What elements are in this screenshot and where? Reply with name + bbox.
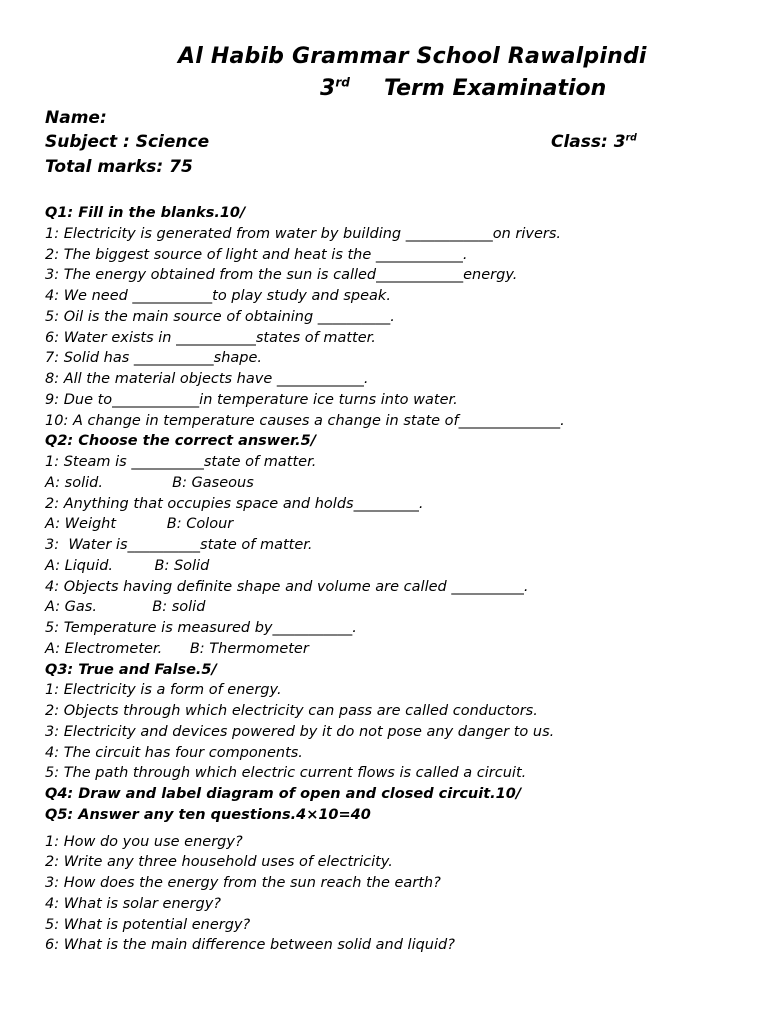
q5-item: 6: What is the main difference between solid and liquid? [45, 937, 455, 954]
q2-item: 3: Water is__________state of matter. [45, 537, 313, 553]
term-number: 3 [320, 76, 336, 101]
name-label: Name: [45, 108, 107, 128]
term-suffix: rd [335, 75, 350, 90]
q2-item: 4: Objects having definite shape and volume are called __________. [45, 578, 529, 595]
q5-item: 2: Write any three household uses of electricity. [45, 854, 393, 871]
q5-item: 3: How does the energy from the sun reach the earth? [45, 875, 441, 891]
q5-item: 4: What is solar energy? [45, 895, 222, 912]
school-title: Al Habib Grammar School Rawalpindi [178, 44, 647, 69]
term-title-text: Term Examination [383, 76, 607, 101]
q2-items [45, 452, 745, 660]
q1-item: 1: Electricity is generated from water by building ____________on rivers. [45, 225, 562, 242]
q1-item: 5: Oil is the main source of obtaining __________. [45, 308, 395, 325]
q1-item: 9: Due to____________in temperature ice turns into water. [45, 391, 458, 408]
q3-heading: Q3: True and False.5/ [45, 661, 217, 678]
q3-item: 2: Objects through which electricity can pass are called conductors. [45, 703, 538, 719]
q1-item: 2: The biggest source of light and heat is the ____________. [45, 246, 468, 263]
q2-item: 2: Anything that occupies space and holds_________. [45, 495, 424, 512]
term-title [320, 76, 606, 101]
q2-item: A: Electrometer. B: Thermometer [45, 640, 309, 657]
q1-items [45, 224, 745, 432]
exam-content [45, 203, 745, 956]
q3-item: 1: Electricity is a form of energy. [45, 682, 282, 699]
q2-item: A: solid. B: Gaseous [45, 474, 254, 491]
q4-heading: Q4: Draw and label diagram of open and closed circuit.10/ [45, 786, 522, 802]
q1-item: 8: All the material objects have ____________. [45, 371, 369, 387]
q2-item: 1: Steam is __________state of matter. [45, 454, 317, 470]
q2-heading: Q2: Choose the correct answer.5/ [45, 433, 317, 450]
subject-label: Subject : Science [45, 132, 210, 152]
q3-item: 3: Electricity and devices powered by it do not pose any danger to us. [45, 723, 555, 740]
q3-item: 5: The path through which electric current flows is called a circuit. [45, 765, 527, 782]
q2-item: 5: Temperature is measured by___________. [45, 620, 357, 636]
q3-item: 4: The circuit has four components. [45, 744, 303, 761]
class-label: Class: 3rd [551, 132, 637, 152]
q5-heading: Q5: Answer any ten questions.4×10=40 [45, 806, 371, 823]
q1-heading: Q1: Fill in the blanks.10/ [45, 205, 246, 221]
q1-item: 10: A change in temperature causes a change in state of______________. [45, 412, 565, 429]
q1-item: 3: The energy obtained from the sun is called____________energy. [45, 267, 518, 284]
q2-item: A: Liquid. B: Solid [45, 557, 210, 574]
q1-item: 7: Solid has ___________shape. [45, 350, 263, 367]
q3-items [45, 680, 745, 784]
class-suffix: rd [625, 132, 637, 144]
q1-item: 4: We need ___________to play study and speak. [45, 288, 391, 304]
q2-item: A: Gas. B: solid [45, 599, 206, 616]
total-marks: Total marks: 75 [45, 157, 193, 177]
q5-item: 1: How do you use energy? [45, 833, 243, 850]
q5-items [45, 832, 745, 957]
q5-item: 5: What is potential energy? [45, 916, 251, 933]
q2-item: A: Weight B: Colour [45, 516, 234, 533]
q1-item: 6: Water exists in ___________states of matter. [45, 329, 376, 346]
